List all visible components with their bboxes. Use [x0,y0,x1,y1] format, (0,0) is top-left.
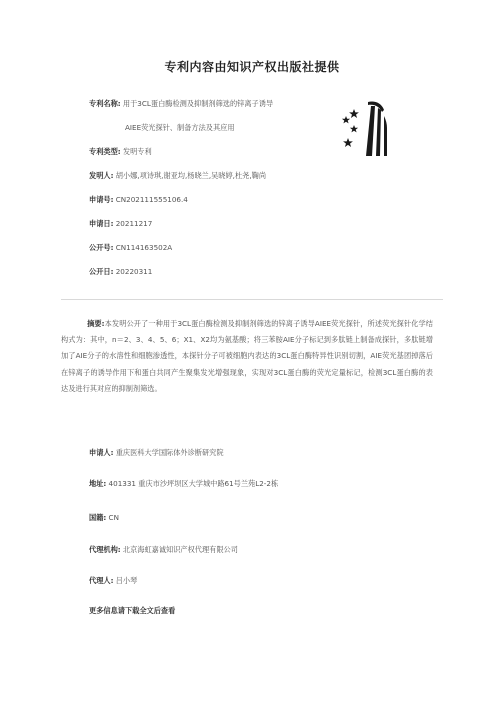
publication-number-value: CN114163502A [115,243,173,252]
abstract-label: 摘要: [87,319,105,328]
address-field [89,479,278,489]
patent-type-value: 发明专利 [122,147,152,156]
inventor-value: 胡小娜,项诗琪,谢亚均,杨晓兰,吴晓婷,杜尧,鞠尚 [115,171,267,180]
country-field [89,513,119,523]
agency-label: 代理机构: [89,545,121,554]
application-date-value: 20211217 [115,219,153,228]
page-title: 专利内容由知识产权出版社提供 [164,60,340,74]
section-divider [61,299,443,300]
inventor-field [89,171,266,181]
patent-name-field [89,99,273,109]
patent-name-value-line2: AIEE荧光探针、制备方法及其应用 [125,123,235,132]
patent-name-label: 专利名称: [89,99,121,108]
inventor-label: 发明人: [89,171,114,180]
address-value: 401331 重庆市沙坪坝区大学城中路61号兰苑L2-2栋 [108,479,279,488]
agency-field [89,545,238,555]
patent-type-field [89,147,152,157]
abstract-block [61,316,433,397]
address-label: 地址: [89,479,107,488]
application-date-field [89,219,152,229]
agent-value: 吕小琴 [115,576,138,585]
application-number-field [89,195,188,205]
publication-number-field [89,243,172,253]
applicant-label: 申请人: [89,448,114,457]
applicant-value: 重庆医科大学国际体外诊断研究院 [115,448,224,457]
patent-type-label: 专利类型: [89,147,121,156]
publication-date-value: 20220311 [115,267,153,276]
agent-label: 代理人: [89,576,114,585]
publication-date-label: 公开日: [89,267,114,276]
application-number-label: 申请号: [89,195,114,204]
application-number-value: CN202111555106.4 [115,195,188,204]
publication-date-field [89,267,152,277]
agent-field [89,576,137,586]
abstract-text: 本发明公开了一种用于3CL蛋白酶检测及抑制剂筛选的锌离子诱导AIEE荧光探针，所述荧光探针化学结构式为：其中，n＝2、3、4、5、6；X1、X2均为氨基酸；将三苯胺AIE分子标记到多肽链上制备成探针，多肽链增加了AIE分子的水溶性和细胞渗透性，本探针分子可被细胞内表达的3CL蛋白酶特异性识别切割，AIE荧光基团掉落后在锌离子的诱导作用下和蛋白共同产生聚集发光增强现象，实现对3CL蛋白酶的荧光定量标记，检测3CL蛋白酶的表达及进行其对应的抑制剂筛选。 [61,319,433,393]
more-info-text: 更多信息请下载全文后查看 [89,606,176,615]
application-date-label: 申请日: [89,219,114,228]
publication-number-label: 公开号: [89,243,114,252]
country-value: CN [108,513,119,522]
patent-name-value-line1: 用于3CL蛋白酶检测及抑制剂筛选的锌离子诱导 [122,99,274,108]
agency-value: 北京海虹嘉诚知识产权代理有限公司 [122,545,238,554]
applicant-field [89,448,224,458]
cnipa-emblem-icon [328,96,400,158]
country-label: 国籍: [89,513,107,522]
